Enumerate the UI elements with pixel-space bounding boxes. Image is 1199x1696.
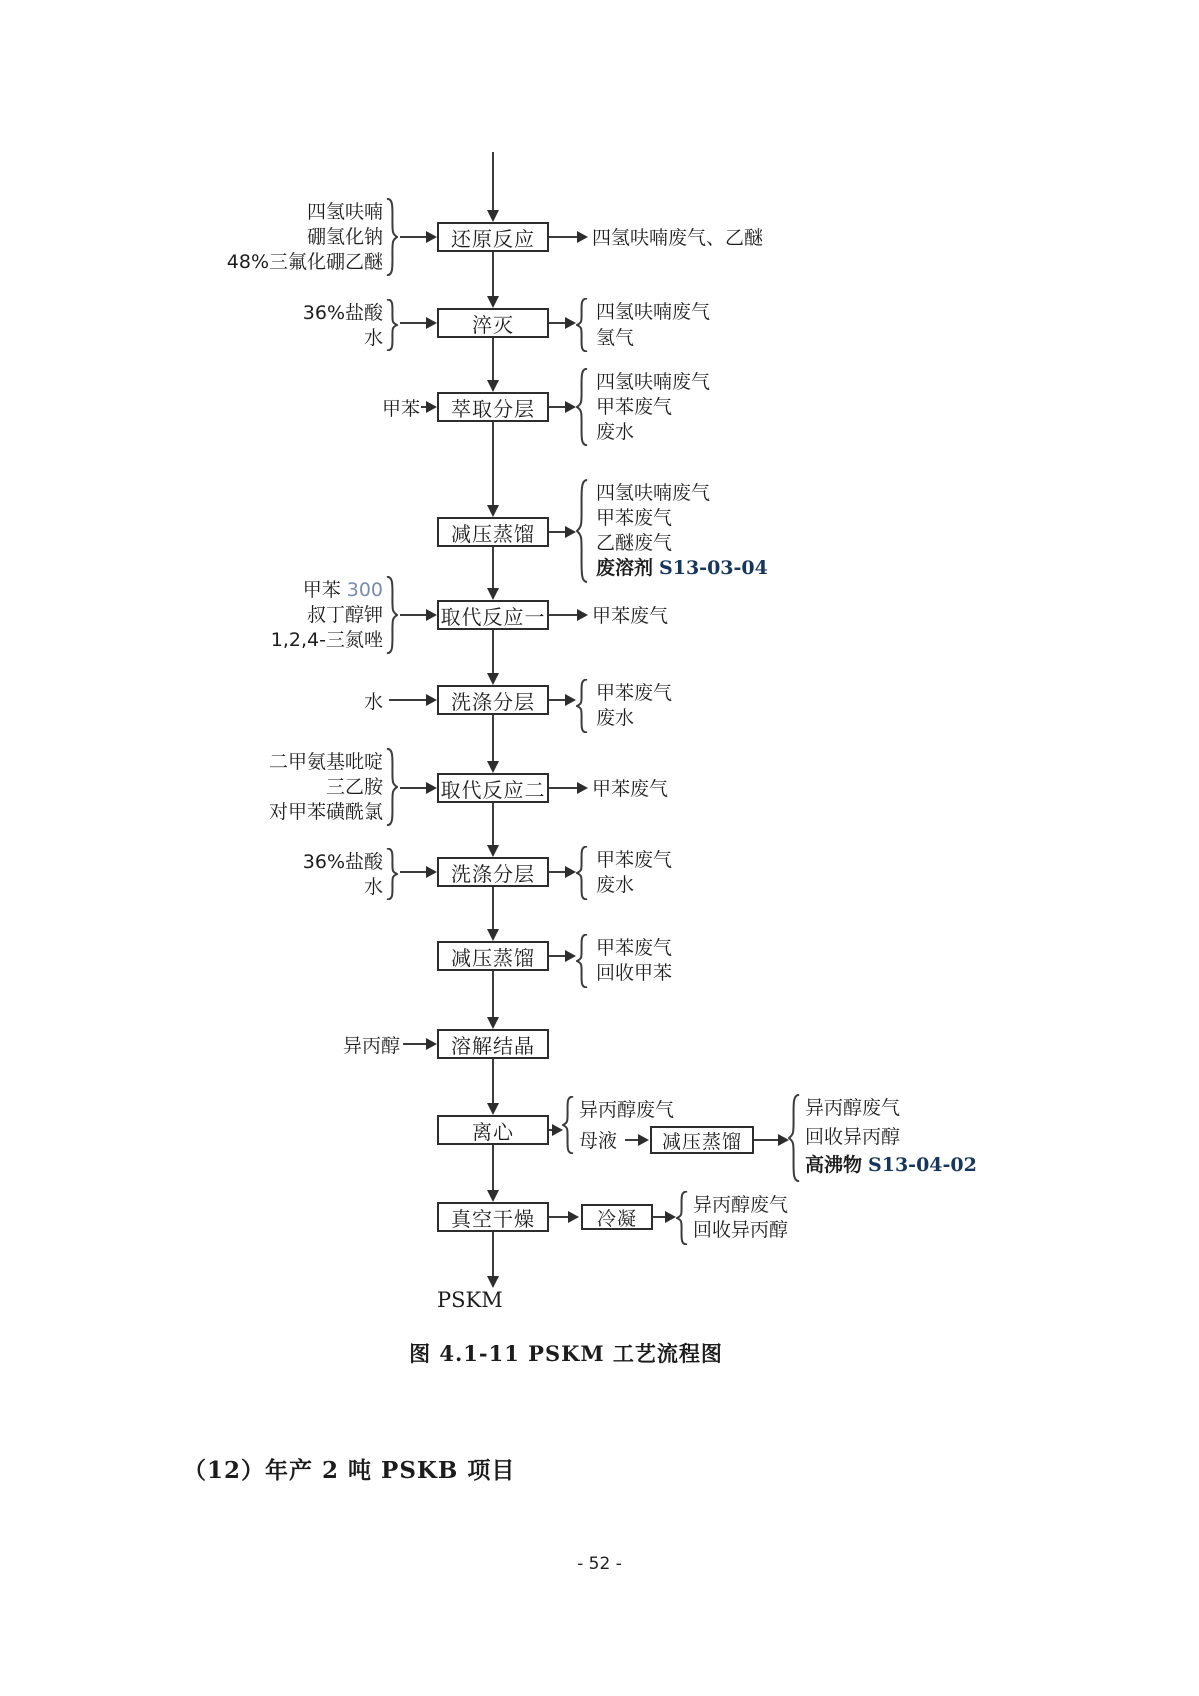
- output-label: 回收甲苯: [596, 962, 673, 984]
- arrow-right-icon: [565, 317, 576, 329]
- flow-line-vertical: [492, 630, 494, 673]
- process-box-washing-separation-1: 洗涤分层: [437, 685, 549, 715]
- brace-left-icon: [576, 679, 589, 733]
- arrow-down-icon: [487, 210, 499, 222]
- flow-line-vertical: [492, 715, 494, 761]
- brace-left-icon: [676, 1191, 689, 1245]
- input-label: 叔丁醇钾: [306, 604, 383, 626]
- flow-line-horizontal: [549, 236, 577, 238]
- arrow-right-icon: [426, 609, 437, 621]
- output-label: 甲苯废气: [596, 396, 673, 418]
- input-label: 36%盐酸: [302, 851, 383, 873]
- brace-right-icon: [385, 576, 398, 654]
- arrow-right-icon: [665, 1211, 676, 1223]
- brace-right-icon: [385, 748, 398, 826]
- input-label: 48%三氟化硼乙醚: [226, 251, 383, 273]
- input-label: 水: [363, 876, 383, 898]
- output-label: 四氢呋喃废气: [596, 371, 711, 393]
- brace-left-icon: [576, 298, 589, 352]
- flow-line-horizontal: [389, 699, 426, 701]
- section-heading: （12）年产 2 吨 PSKB 项目: [183, 1457, 516, 1484]
- input-label: 水: [363, 327, 383, 349]
- flow-line-horizontal: [754, 1139, 779, 1141]
- process-box-vacuum-distillation-1: 减压蒸馏: [437, 517, 549, 547]
- input-label: 甲苯: [302, 579, 341, 601]
- arrow-right-icon: [426, 866, 437, 878]
- output-label: 氢气: [596, 327, 635, 349]
- output-label-mother-liquor: 母液: [579, 1130, 618, 1152]
- flow-line-vertical: [492, 887, 494, 929]
- output-label: 异丙醇废气: [805, 1097, 901, 1119]
- output-label: 废水: [596, 707, 635, 729]
- brace-left-icon: [576, 846, 589, 900]
- brace-right-icon: [385, 198, 398, 276]
- arrow-down-icon: [487, 1190, 499, 1202]
- output-label: 四氢呋喃废气、乙醚: [592, 227, 764, 249]
- brace-right-icon: [385, 848, 398, 900]
- arrow-down-icon: [487, 1017, 499, 1029]
- arrow-down-icon: [487, 673, 499, 685]
- arrow-down-icon: [487, 1103, 499, 1115]
- flow-line-horizontal: [400, 871, 426, 873]
- input-label: 硼氢化钠: [306, 226, 383, 248]
- flow-line-horizontal: [400, 322, 426, 324]
- process-box-vacuum-distillation-2: 减压蒸馏: [437, 941, 549, 971]
- arrow-right-icon: [568, 1211, 579, 1223]
- flow-line-horizontal: [549, 699, 565, 701]
- flow-line-horizontal: [400, 614, 426, 616]
- output-label: 甲苯废气: [592, 778, 669, 800]
- process-box-dissolution-crystallization: 溶解结晶: [437, 1029, 549, 1059]
- output-label: 甲苯废气: [596, 937, 673, 959]
- arrow-right-icon: [565, 694, 576, 706]
- process-box-quench: 淬灭: [437, 308, 549, 338]
- waste-code: S13-03-04: [659, 557, 768, 579]
- output-label: 甲苯废气: [596, 849, 673, 871]
- flow-line-horizontal: [625, 1139, 639, 1141]
- output-label-high-boilers: [805, 1153, 977, 1177]
- process-box-substitution-1: 取代反应一: [437, 600, 549, 630]
- output-label: 四氢呋喃废气: [596, 301, 711, 323]
- process-box-vacuum-drying: 真空干燥: [437, 1202, 549, 1232]
- input-label-toluene-amount: [303, 578, 383, 602]
- arrow-right-icon: [426, 782, 437, 794]
- arrow-right-icon: [426, 231, 437, 243]
- flow-line-horizontal: [403, 1043, 426, 1045]
- arrow-down-icon: [487, 761, 499, 773]
- input-label: 甲苯: [381, 398, 420, 420]
- process-box-washing-separation-2: 洗涤分层: [437, 857, 549, 887]
- arrow-down-icon: [487, 1276, 499, 1288]
- brace-left-icon: [576, 368, 589, 446]
- flow-line-horizontal: [549, 531, 565, 533]
- flow-line-horizontal: [549, 1216, 569, 1218]
- process-box-extraction-separation: 萃取分层: [437, 392, 549, 422]
- output-label: 异丙醇废气: [693, 1194, 789, 1216]
- input-label: 对甲苯磺酰氯: [268, 801, 383, 823]
- arrow-right-icon: [577, 609, 588, 621]
- amount-value: 300: [346, 579, 383, 601]
- flow-line-vertical: [492, 1145, 494, 1190]
- flow-line-vertical: [492, 338, 494, 380]
- output-label: 废水: [596, 421, 635, 443]
- arrow-down-icon: [487, 505, 499, 517]
- arrow-right-icon: [577, 782, 588, 794]
- output-label: 四氢呋喃废气: [596, 482, 711, 504]
- input-label: 水: [363, 691, 383, 713]
- brace-left-icon: [788, 1094, 801, 1182]
- output-label: 甲苯废气: [592, 605, 669, 627]
- process-box-condensation: 冷凝: [581, 1204, 653, 1230]
- brace-left-icon: [576, 479, 589, 583]
- arrow-right-icon: [426, 401, 437, 413]
- flow-line-vertical: [492, 422, 494, 505]
- input-label: 1,2,4-三氮唑: [270, 629, 383, 651]
- flow-line-horizontal: [549, 955, 565, 957]
- arrow-down-icon: [487, 380, 499, 392]
- waste-code: S13-04-02: [868, 1154, 977, 1176]
- input-label: 二甲氨基吡啶: [268, 751, 383, 773]
- brace-right-icon: [385, 299, 398, 351]
- output-label: 乙醚废气: [596, 532, 673, 554]
- output-label: 回收异丙醇: [693, 1219, 789, 1241]
- flow-line-vertical: [492, 803, 494, 845]
- output-label: 回收异丙醇: [805, 1126, 901, 1148]
- process-box-substitution-2: 取代反应二: [437, 773, 549, 803]
- process-box-reduction: 还原反应: [437, 222, 549, 252]
- arrow-right-icon: [426, 317, 437, 329]
- output-label: 甲苯废气: [596, 682, 673, 704]
- arrow-right-icon: [426, 694, 437, 706]
- arrow-right-icon: [565, 526, 576, 538]
- arrow-down-icon: [487, 296, 499, 308]
- input-label: 异丙醇: [342, 1035, 400, 1057]
- flow-line-horizontal: [400, 236, 426, 238]
- flow-line-vertical: [492, 971, 494, 1017]
- waste-label: 高沸物: [805, 1154, 863, 1176]
- flow-line-horizontal: [549, 871, 565, 873]
- flow-line-horizontal: [549, 322, 565, 324]
- flow-line-vertical: [492, 252, 494, 296]
- input-label: 36%盐酸: [302, 302, 383, 324]
- figure-caption: 图 4.1-11 PSKM 工艺流程图: [409, 1341, 723, 1366]
- brace-left-icon: [562, 1096, 575, 1154]
- arrow-right-icon: [565, 950, 576, 962]
- flow-line-horizontal: [549, 614, 577, 616]
- brace-left-icon: [576, 934, 589, 988]
- flow-line-vertical: [492, 547, 494, 588]
- flow-line-vertical: [492, 1059, 494, 1103]
- arrow-right-icon: [577, 231, 588, 243]
- flow-line-horizontal: [549, 406, 565, 408]
- input-label: 三乙胺: [325, 776, 383, 798]
- output-label: 异丙醇废气: [579, 1099, 675, 1121]
- process-box-vacuum-distillation-3: 减压蒸馏: [650, 1126, 754, 1154]
- output-label-waste-solvent: [596, 556, 768, 580]
- output-label: 废水: [596, 874, 635, 896]
- flow-line-vertical: [492, 152, 494, 210]
- flow-line-horizontal: [549, 787, 577, 789]
- arrow-right-icon: [638, 1134, 649, 1146]
- process-box-centrifuge: 离心: [437, 1115, 549, 1145]
- waste-label: 废溶剂: [596, 557, 654, 579]
- arrow-right-icon: [426, 1038, 437, 1050]
- arrow-down-icon: [487, 845, 499, 857]
- page-number: - 52 -: [577, 1554, 622, 1574]
- arrow-down-icon: [487, 929, 499, 941]
- arrow-right-icon: [565, 866, 576, 878]
- flow-line-horizontal: [400, 787, 426, 789]
- flow-line-vertical: [492, 1232, 494, 1276]
- arrow-down-icon: [487, 588, 499, 600]
- final-product-label: PSKM: [437, 1288, 503, 1312]
- arrow-right-icon: [565, 401, 576, 413]
- input-label: 四氢呋喃: [306, 201, 383, 223]
- output-label: 甲苯废气: [596, 507, 673, 529]
